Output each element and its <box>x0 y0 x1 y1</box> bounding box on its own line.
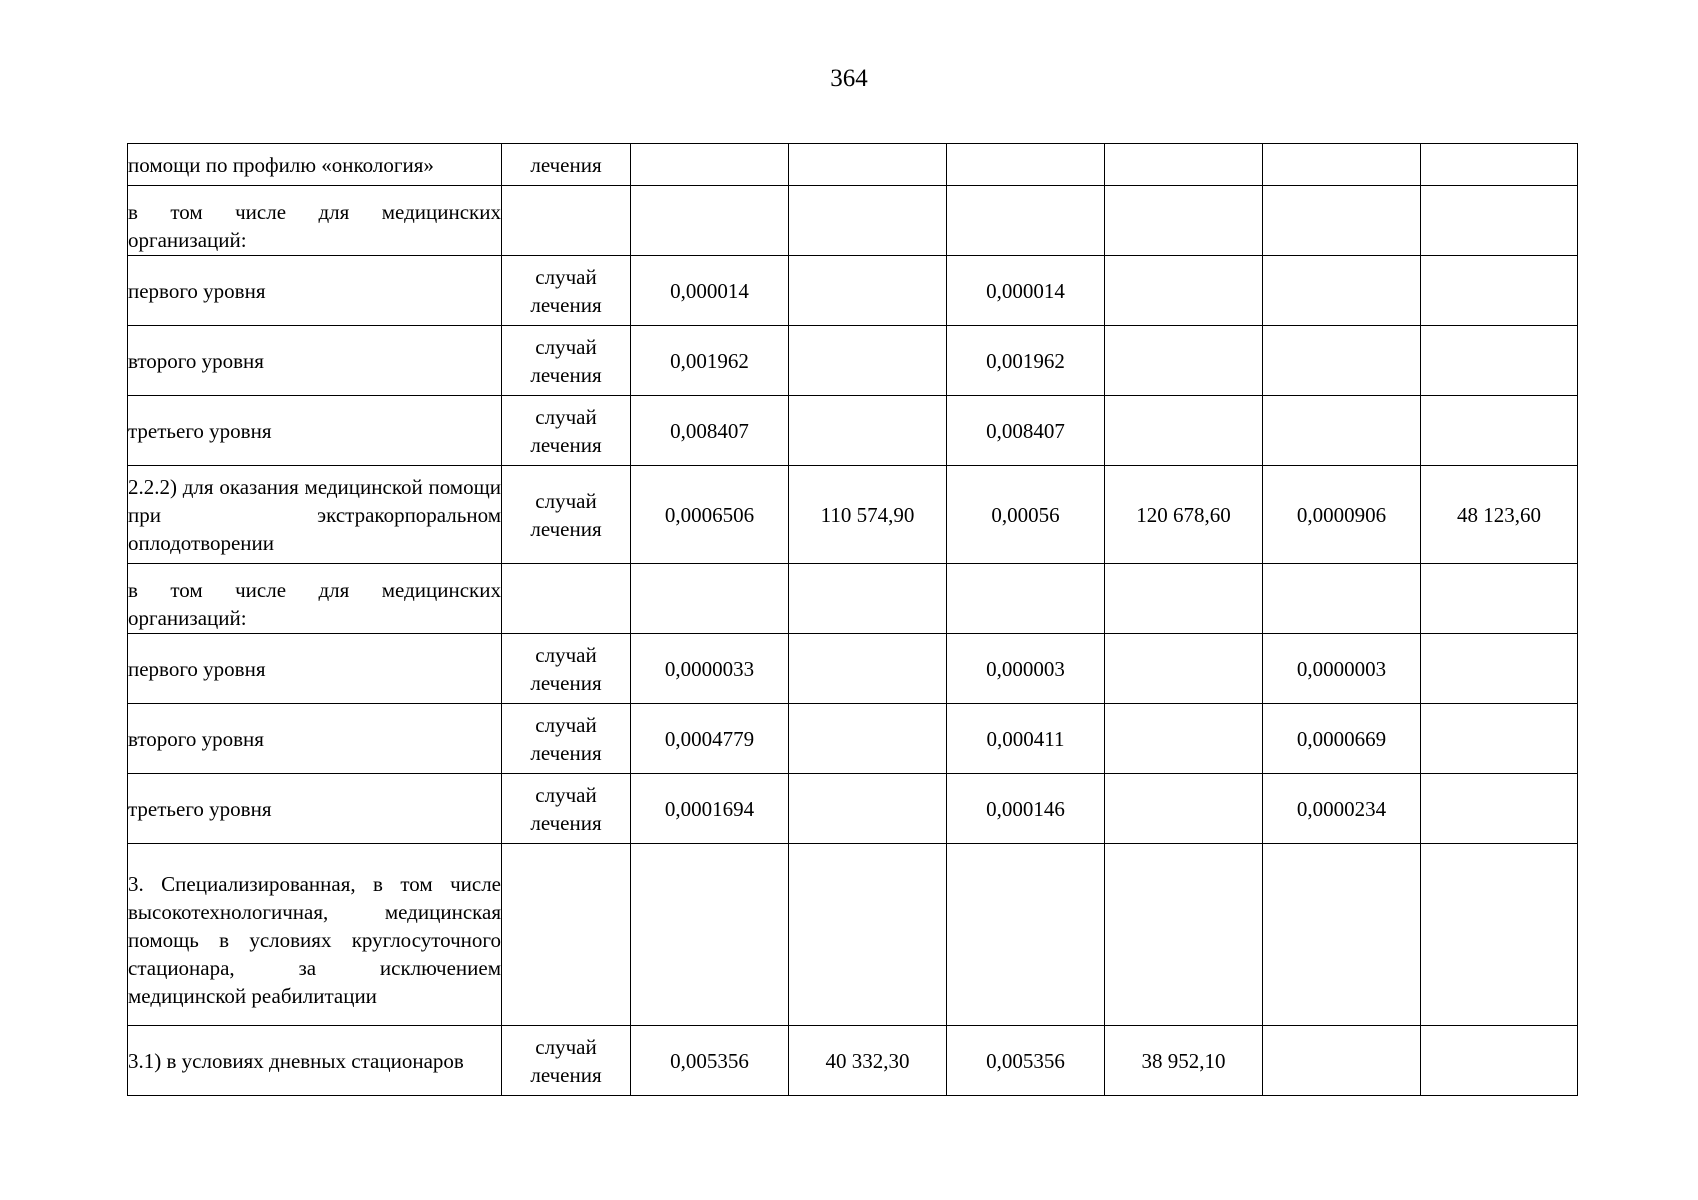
page-number: 364 <box>830 65 868 92</box>
table-row <box>128 466 1578 564</box>
row-unit: случай лечения <box>502 704 631 774</box>
cell-value <box>1105 396 1263 466</box>
cell-value: 0,0000234 <box>1263 774 1421 844</box>
cell-value <box>947 186 1105 256</box>
table-row <box>128 396 1578 466</box>
table-row <box>128 634 1578 704</box>
cell-value <box>1421 704 1578 774</box>
row-unit: случай лечения <box>502 634 631 704</box>
cell-value <box>1105 774 1263 844</box>
row-name: второго уровня <box>128 704 502 774</box>
cell-value <box>1263 326 1421 396</box>
cell-value: 38 952,10 <box>1105 1026 1263 1096</box>
cell-value <box>1105 256 1263 326</box>
cell-value <box>1421 144 1578 186</box>
cell-value <box>1421 774 1578 844</box>
cell-value <box>947 144 1105 186</box>
cell-value <box>631 564 789 634</box>
cell-value: 110 574,90 <box>789 466 947 564</box>
cell-value: 0,005356 <box>947 1026 1105 1096</box>
row-unit <box>502 844 631 1026</box>
cell-value <box>1421 256 1578 326</box>
cell-value: 120 678,60 <box>1105 466 1263 564</box>
cell-value <box>789 704 947 774</box>
row-unit <box>502 564 631 634</box>
cell-value: 0,0006506 <box>631 466 789 564</box>
cell-value <box>1263 844 1421 1026</box>
cell-value <box>1263 144 1421 186</box>
row-name: 3. Специализированная, в том числе высокотехнологичная, медицинская помощь в условиях круглосуточного стационара, за исключением медицинской реабилитации <box>128 871 501 1008</box>
cell-value: 48 123,60 <box>1421 466 1578 564</box>
cell-value <box>1421 186 1578 256</box>
cell-value <box>631 844 789 1026</box>
cell-value <box>789 186 947 256</box>
cell-value <box>1263 396 1421 466</box>
cell-value <box>1105 634 1263 704</box>
cell-value: 0,000146 <box>947 774 1105 844</box>
cell-value: 0,00056 <box>947 466 1105 564</box>
row-name: первого уровня <box>128 256 502 326</box>
cell-value <box>1263 564 1421 634</box>
cell-value <box>631 186 789 256</box>
row-name: третьего уровня <box>128 396 502 466</box>
row-unit: случай лечения <box>502 326 631 396</box>
row-unit: лечения <box>502 144 631 186</box>
cell-value <box>1105 704 1263 774</box>
cell-value <box>1263 256 1421 326</box>
cell-value: 0,000411 <box>947 704 1105 774</box>
cell-value <box>789 144 947 186</box>
cell-value: 0,001962 <box>947 326 1105 396</box>
cell-value: 0,0000003 <box>1263 634 1421 704</box>
cell-value <box>789 396 947 466</box>
cell-value: 0,0000669 <box>1263 704 1421 774</box>
row-name: в том числе для медицинских организаций: <box>128 199 501 252</box>
row-unit: случай лечения <box>502 1026 631 1096</box>
cell-value <box>1263 1026 1421 1096</box>
cell-value <box>789 774 947 844</box>
row-unit: случай лечения <box>502 774 631 844</box>
table-row <box>128 326 1578 396</box>
table-row <box>128 564 1578 634</box>
row-name: в том числе для медицинских организаций: <box>128 577 501 630</box>
cell-value <box>947 564 1105 634</box>
cell-value <box>1105 144 1263 186</box>
cell-value <box>1421 396 1578 466</box>
row-name: 2.2.2) для оказания медицинской помощи при экстракорпоральном оплодотворении <box>128 474 501 555</box>
cell-value <box>1105 564 1263 634</box>
cell-value: 0,000014 <box>947 256 1105 326</box>
table-row <box>128 144 1578 186</box>
row-name: третьего уровня <box>128 774 502 844</box>
row-unit: случай лечения <box>502 396 631 466</box>
row-name: первого уровня <box>128 634 502 704</box>
cell-value: 0,0000906 <box>1263 466 1421 564</box>
row-unit: случай лечения <box>502 256 631 326</box>
cell-value <box>1421 326 1578 396</box>
cell-value: 0,008407 <box>631 396 789 466</box>
table-row <box>128 1026 1578 1096</box>
cell-value: 0,000014 <box>631 256 789 326</box>
cell-value <box>1421 1026 1578 1096</box>
cell-value: 40 332,30 <box>789 1026 947 1096</box>
cell-value <box>789 844 947 1026</box>
row-name: помощи по профилю «онкология» <box>128 144 502 186</box>
table-row <box>128 774 1578 844</box>
cell-value: 0,0004779 <box>631 704 789 774</box>
table-row <box>128 186 1578 256</box>
row-unit: случай лечения <box>502 466 631 564</box>
cell-value: 0,001962 <box>631 326 789 396</box>
cell-value <box>1105 844 1263 1026</box>
cell-value <box>1105 326 1263 396</box>
table-row <box>128 704 1578 774</box>
cell-value <box>1105 186 1263 256</box>
data-table <box>127 143 1578 1096</box>
cell-value <box>1421 634 1578 704</box>
row-name: второго уровня <box>128 326 502 396</box>
cell-value <box>1263 186 1421 256</box>
row-name: 3.1) в условиях дневных стационаров <box>128 1048 464 1073</box>
cell-value: 0,0000033 <box>631 634 789 704</box>
row-unit <box>502 186 631 256</box>
cell-value: 0,000003 <box>947 634 1105 704</box>
cell-value <box>789 634 947 704</box>
cell-value <box>947 844 1105 1026</box>
table-row <box>128 844 1578 1026</box>
cell-value: 0,0001694 <box>631 774 789 844</box>
table-row <box>128 256 1578 326</box>
cell-value: 0,008407 <box>947 396 1105 466</box>
cell-value <box>631 144 789 186</box>
cell-value: 0,005356 <box>631 1026 789 1096</box>
cell-value <box>1421 564 1578 634</box>
cell-value <box>789 256 947 326</box>
cell-value <box>789 326 947 396</box>
cell-value <box>789 564 947 634</box>
cell-value <box>1421 844 1578 1026</box>
